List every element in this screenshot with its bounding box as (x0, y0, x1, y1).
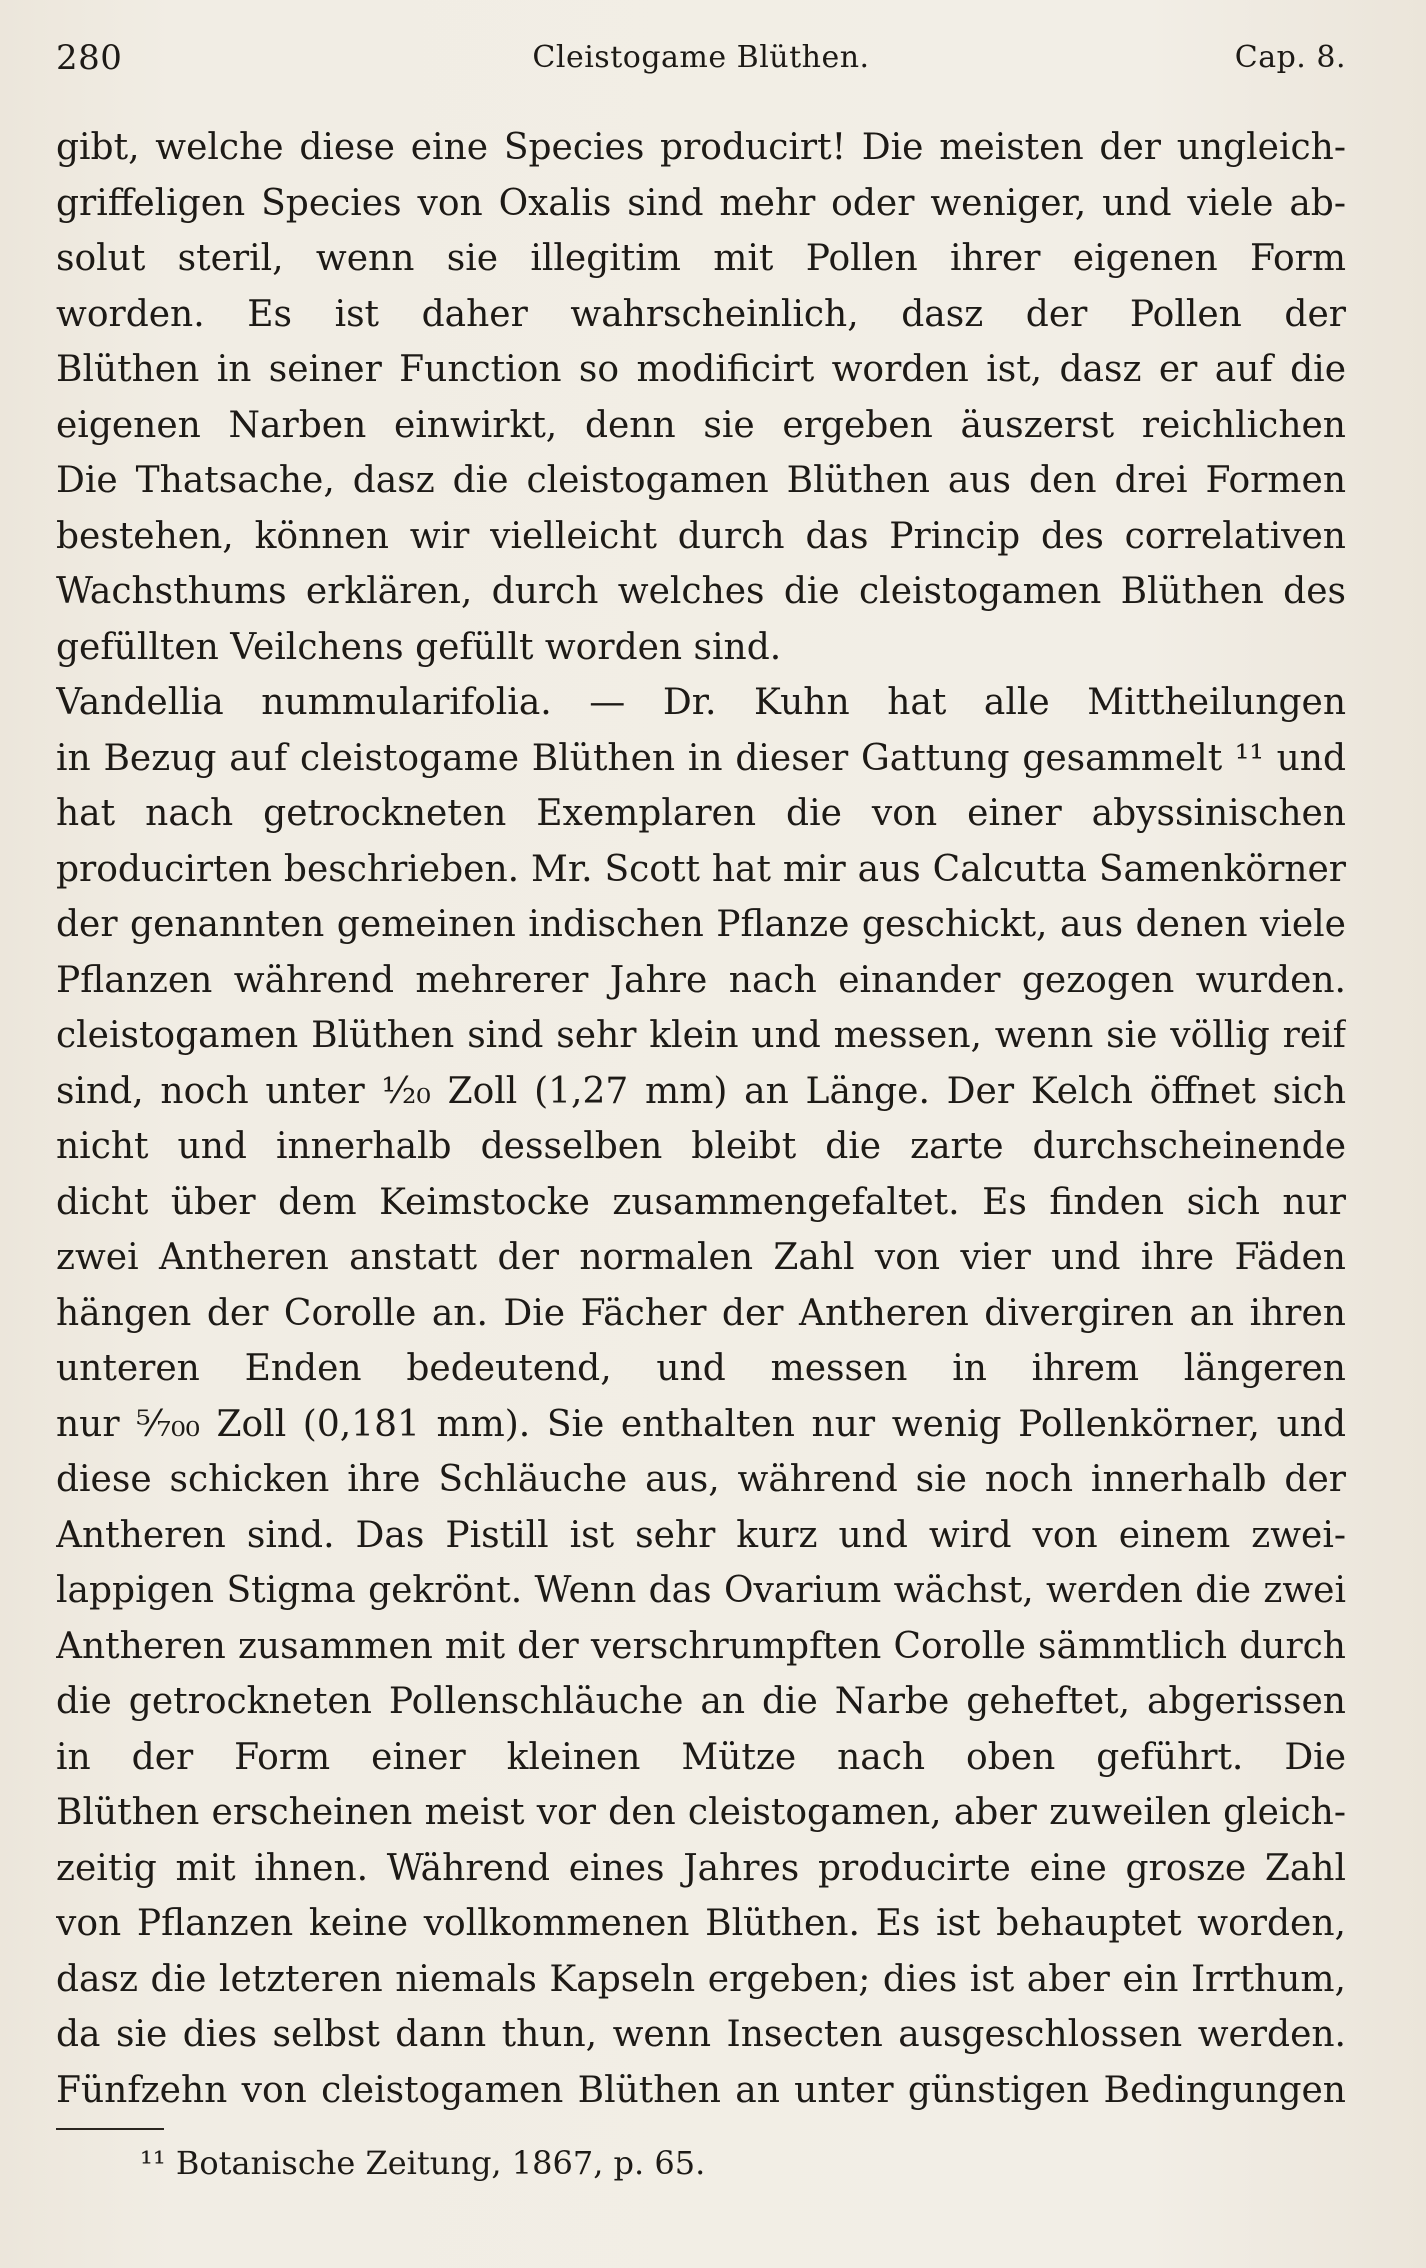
page-number: 280 (56, 38, 123, 78)
text-line: hängen der Corolle an. Die Fächer der Antheren divergiren an ihren (56, 1292, 1346, 1334)
running-title: Cleistogame Blüthen. (532, 40, 870, 75)
running-header (56, 38, 1346, 86)
text-line: griffeligen Species von Oxalis sind mehr oder weniger, und viele ab- (56, 182, 1346, 224)
text-line: Antheren sind. Das Pistill ist sehr kurz und wird von einem zwei- (56, 1514, 1346, 1556)
text-line: da sie dies selbst dann thun, wenn Insecten ausgeschlossen werden. (56, 2014, 1346, 2055)
text-line: cleistogamen Blüthen sind sehr klein und messen, wenn sie völlig reif (56, 1015, 1346, 1056)
text-line: diese schicken ihre Schläuche aus, während sie noch innerhalb der (56, 1459, 1346, 1500)
text-line: dicht über dem Keimstocke zusammengefaltet. Es finden sich nur (56, 1181, 1346, 1223)
chapter-label: Cap. 8. (1234, 40, 1346, 75)
text-line: hat nach getrockneten Exemplaren die von einer abyssinischen (56, 793, 1346, 834)
footnote: ¹¹ Botanische Zeitung, 1867, p. 65. (140, 2144, 706, 2182)
text-line: producirten beschrieben. Mr. Scott hat mir aus Calcutta Samenkörner (56, 848, 1346, 890)
text-line: lappigen Stigma gekrönt. Wenn das Ovarium wächst, werden die zwei (56, 1570, 1346, 1611)
text-line: Pflanzen während mehrerer Jahre nach einander gezogen wurden. (56, 959, 1346, 1001)
text-line: Fünfzehn von cleistogamen Blüthen an unter günstigen Bedingungen (56, 2069, 1346, 2111)
text-line: der genannten gemeinen indischen Pflanze geschickt, aus denen viele (56, 904, 1346, 945)
text-line: unteren Enden bedeutend, und messen in ihrem längeren (56, 1348, 1346, 1389)
text-line: solut steril, wenn sie illegitim mit Pollen ihrer eigenen Form (56, 238, 1346, 279)
text-line: sind, noch unter ¹⁄₂₀ Zoll (1,27 mm) an Länge. Der Kelch öffnet sich (56, 1070, 1346, 1112)
text-line: worden. Es ist daher wahrscheinlich, dasz der Pollen der (56, 293, 1346, 335)
text-line: von Pflanzen keine vollkommenen Blüthen. Es ist behauptet worden, (56, 1903, 1346, 1944)
text-line: die getrockneten Pollenschläuche an die Narbe geheftet, abgerissen (56, 1681, 1346, 1722)
text-line: Vandellia nummularifolia. — Dr. Kuhn hat alle Mittheilungen (56, 682, 1346, 723)
text-line: zeitig mit ihnen. Während eines Jahres producirte eine grosze Zahl (56, 1847, 1346, 1889)
text-line: zwei Antheren anstatt der normalen Zahl von vier und ihre Fäden (56, 1237, 1346, 1278)
text-line: Die Thatsache, dasz die cleistogamen Blüthen aus den drei Formen (56, 460, 1346, 501)
text-line: in der Form einer kleinen Mütze nach oben geführt. Die (56, 1736, 1346, 1778)
text-line: nicht und innerhalb desselben bleibt die zarte durchscheinende (56, 1126, 1346, 1167)
text-line: in Bezug auf cleistogame Blüthen in dieser Gattung gesammelt ¹¹ und (56, 737, 1346, 779)
text-line: nur ⁵⁄₇₀₀ Zoll (0,181 mm). Sie enthalten nur wenig Pollenkörner, und (56, 1403, 1346, 1445)
text-line: eigenen Narben einwirkt, denn sie ergeben äuszerst reichlichen (56, 404, 1346, 446)
text-line: bestehen, können wir vielleicht durch das Princip des correlativen (56, 515, 1346, 557)
text-line: gibt, welche diese eine Species producirt! Die meisten der ungleich- (56, 127, 1346, 168)
text-line: dasz die letzteren niemals Kapseln ergeben; dies ist aber ein Irrthum, (56, 1958, 1346, 2000)
text-line: Antheren zusammen mit der verschrumpften Corolle sämmtlich durch (56, 1625, 1346, 1667)
text-line: Wachsthums erklären, durch welches die cleistogamen Blüthen des (56, 571, 1346, 612)
footnote-rule (56, 2128, 164, 2130)
text-line: gefüllten Veilchens gefüllt worden sind. (56, 626, 782, 668)
body-text (56, 120, 1346, 2118)
text-line: Blüthen in seiner Function so modificirt worden ist, dasz er auf die (56, 349, 1346, 390)
text-line: Blüthen erscheinen meist vor den cleistogamen, aber zuweilen gleich- (56, 1792, 1346, 1833)
